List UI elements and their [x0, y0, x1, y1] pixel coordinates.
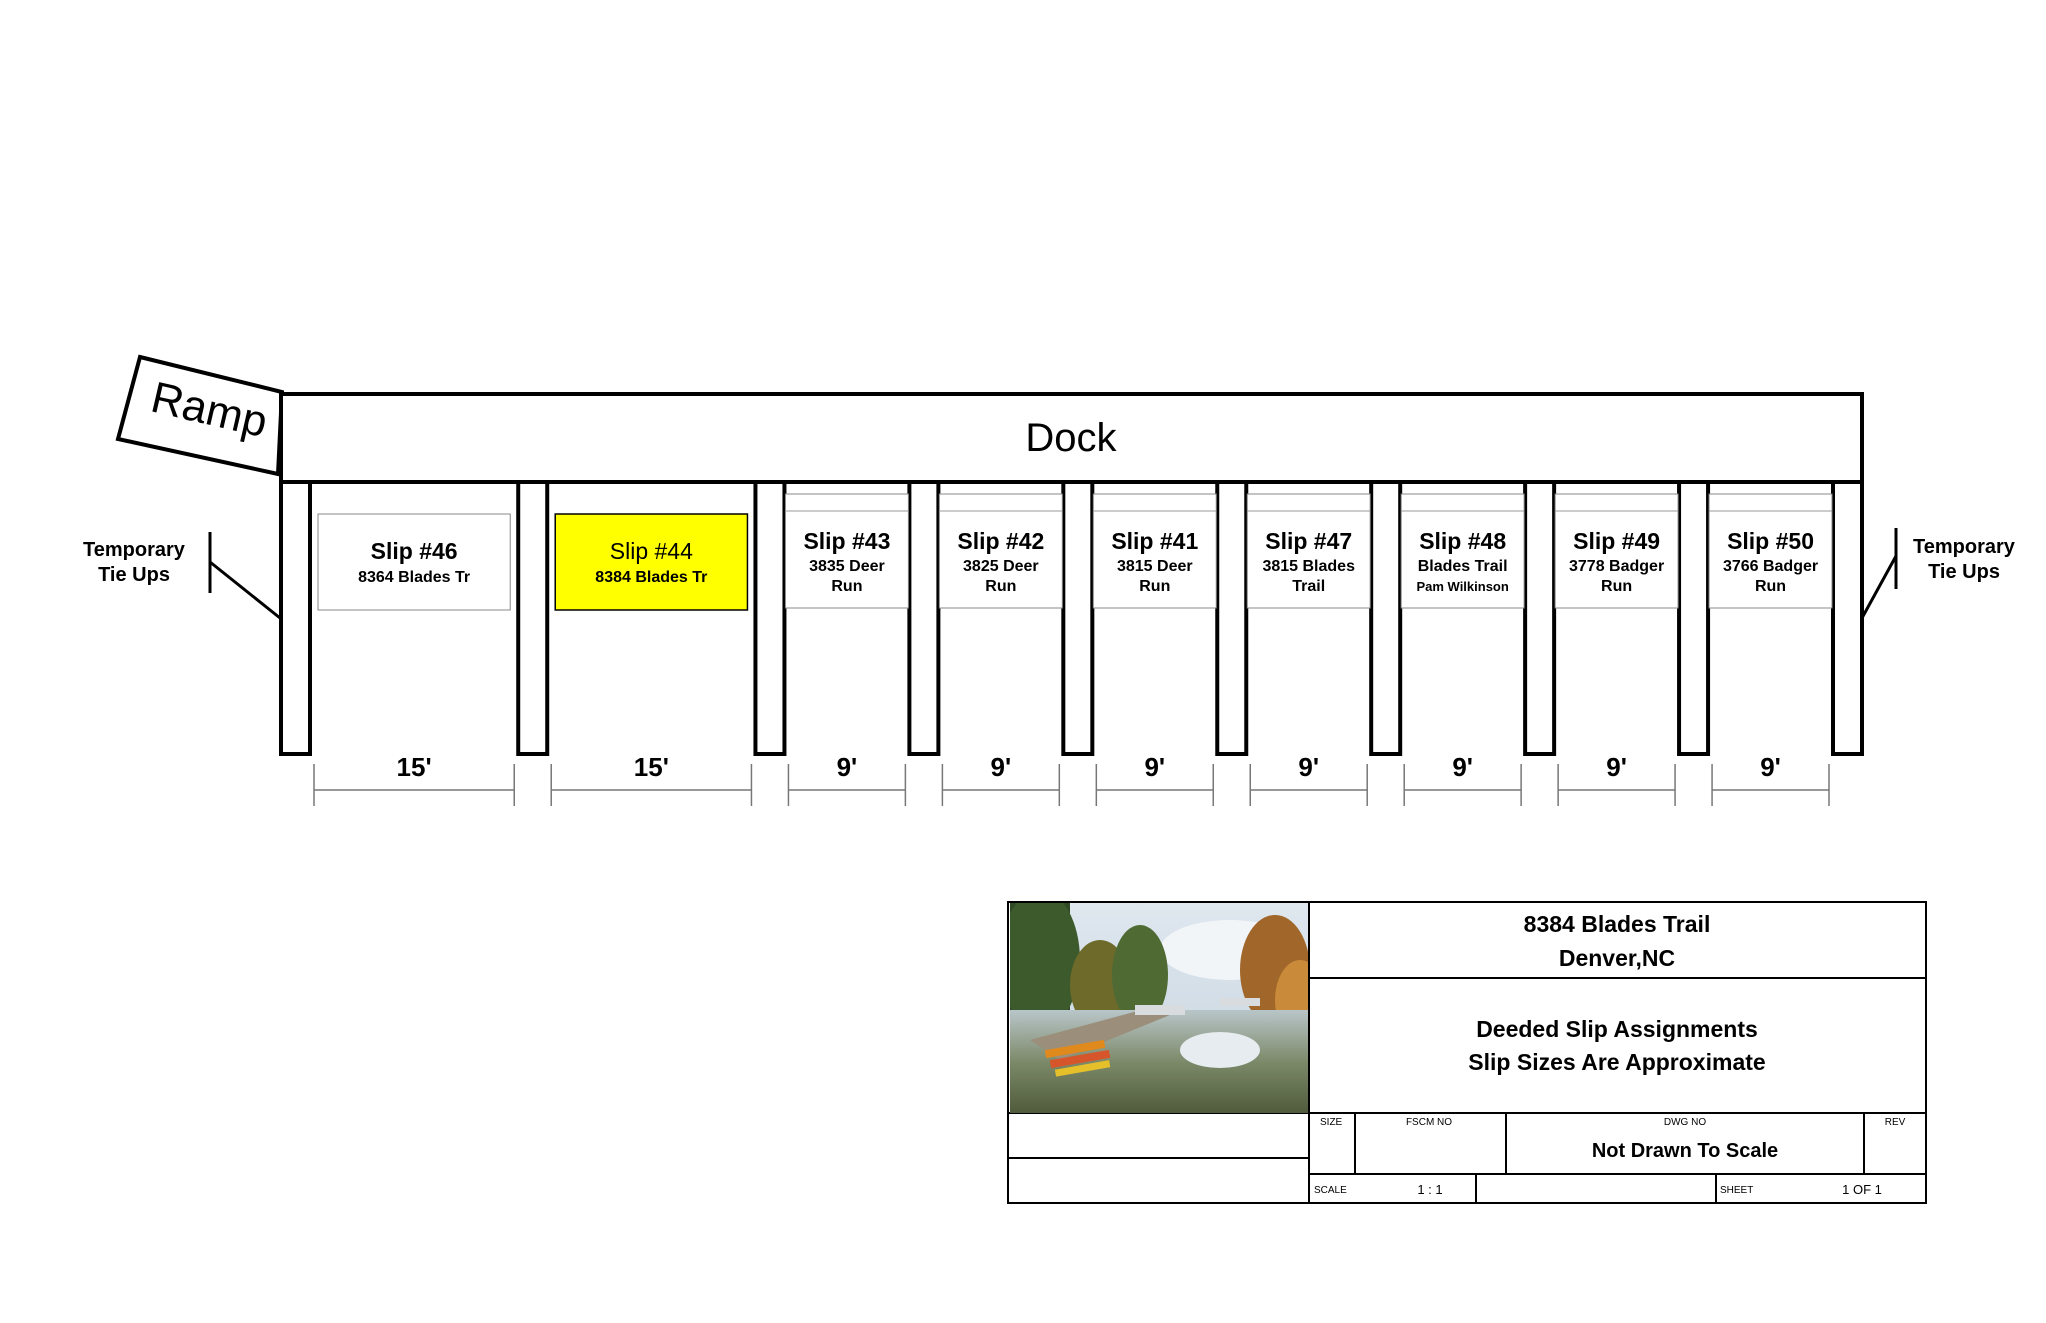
slip-9 [1709, 494, 1832, 608]
slip-title: Slip #50 [1727, 528, 1815, 554]
finger-pier [1217, 482, 1246, 754]
sheet-value: 1 OF 1 [1842, 1182, 1882, 1197]
dock [281, 394, 1862, 482]
slip-width-dimension [1712, 752, 1829, 806]
ramp [118, 357, 282, 474]
address-line1: 8384 Blades Trail [1523, 911, 1711, 937]
slip-address-line: Run [831, 578, 863, 595]
slip-title: Slip #41 [1111, 528, 1199, 554]
slip-address-line: 8384 Blades Tr [595, 569, 708, 586]
rev-label: REV [1884, 1117, 1906, 1128]
tie-ups-right-line2: Tie Ups [1928, 561, 2000, 583]
finger-pier [755, 482, 784, 754]
tie-ups-right [1862, 528, 2016, 618]
tie-up-line [1862, 556, 1896, 618]
size-label: SIZE [1320, 1117, 1343, 1128]
address-line2: Denver,NC [1558, 945, 1676, 971]
slip-address-line: 3815 Blades [1262, 558, 1355, 575]
slip-width-dimension [1096, 752, 1213, 806]
scale-value: 1 : 1 [1417, 1182, 1443, 1197]
slip-width-dimension [1404, 752, 1521, 806]
slip-width-dimension [1250, 752, 1367, 806]
slip-width-label: 9' [990, 752, 1012, 782]
slip-address-line: Run [1754, 578, 1787, 595]
tie-ups-right-line1: Temporary [1913, 536, 2015, 558]
dwg-value: Not Drawn To Scale [1591, 1140, 1779, 1162]
slip-width-dimension [788, 752, 905, 806]
ramp-label: Ramp [146, 372, 272, 447]
slip-title: Slip #49 [1573, 528, 1661, 554]
slip-title: Slip #48 [1419, 528, 1507, 554]
lake-dock-photo [1000, 890, 1325, 1113]
slip-title: Slip #46 [370, 538, 458, 564]
slip-width-label: 9' [836, 752, 858, 782]
slip-address-line: Trail [1292, 578, 1326, 595]
slip-3 [785, 494, 908, 608]
fscm-label: FSCM NO [1405, 1117, 1453, 1128]
slip-address-line: 3766 Badger [1722, 558, 1819, 575]
slip-width-dimension [942, 752, 1059, 806]
slip-2 [555, 514, 747, 610]
slip-width-label: 15' [396, 752, 432, 782]
slip-width-label: 9' [1606, 752, 1627, 782]
finger-pier [1371, 482, 1400, 754]
slip-width-label: 9' [1298, 752, 1320, 782]
slip-width-label: 9' [1452, 752, 1473, 782]
slip-width-dimension [551, 752, 751, 806]
slip-address-line: Run [1601, 578, 1633, 595]
tie-up-line [210, 562, 280, 618]
slip-address-line: 3778 Badger [1569, 558, 1665, 575]
slip-width-dimension [1558, 752, 1675, 806]
scale-label: SCALE [1314, 1185, 1347, 1196]
slip-title: Slip #44 [609, 538, 693, 564]
slip-address-line: Run [1139, 578, 1171, 595]
tie-ups-left [83, 532, 280, 618]
slip-8 [1555, 494, 1678, 608]
slip-width-label: 9' [1760, 752, 1781, 782]
slip-7 [1401, 494, 1524, 608]
description-line1: Deeded Slip Assignments [1476, 1016, 1758, 1042]
dwg-label: DWG NO [1663, 1117, 1707, 1128]
dock-label: Dock [1025, 416, 1117, 460]
finger-pier [518, 482, 547, 754]
slip-4 [939, 494, 1062, 608]
finger-pier [1833, 482, 1862, 754]
slip-width-label: 9' [1144, 752, 1166, 782]
slip-1 [318, 514, 510, 610]
slip-6 [1247, 494, 1370, 608]
finger-pier [281, 482, 310, 754]
sheet-label: SHEET [1720, 1185, 1754, 1196]
slip-address-line: Blades Trail [1417, 558, 1508, 575]
slip-width-label: 15' [633, 752, 669, 782]
width-dimensions [314, 752, 1829, 806]
slip-title: Slip #43 [803, 528, 891, 554]
slip-width-dimension [314, 752, 514, 806]
slip-address-line: 3825 Deer [963, 558, 1039, 575]
finger-pier [909, 482, 938, 754]
slip-title: Slip #47 [1265, 528, 1353, 554]
slip-address-line: 8364 Blades Tr [358, 569, 471, 586]
tie-ups-left-line2: Tie Ups [98, 564, 170, 586]
description-line2: Slip Sizes Are Approximate [1468, 1049, 1766, 1075]
slip-address-line: 3815 Deer [1116, 558, 1193, 575]
finger-pier [1679, 482, 1708, 754]
finger-pier [1525, 482, 1554, 754]
tie-ups-left-line1: Temporary [83, 539, 185, 561]
slip-5 [1093, 494, 1216, 608]
slip-address-line: Pam Wilkinson [1416, 579, 1509, 594]
title-block-text [1314, 911, 1906, 1197]
finger-pier [1063, 482, 1092, 754]
slip-title: Slip #42 [957, 528, 1045, 554]
slip-address-line: Run [985, 578, 1017, 595]
slip-address-line: 3835 Deer [809, 558, 885, 575]
